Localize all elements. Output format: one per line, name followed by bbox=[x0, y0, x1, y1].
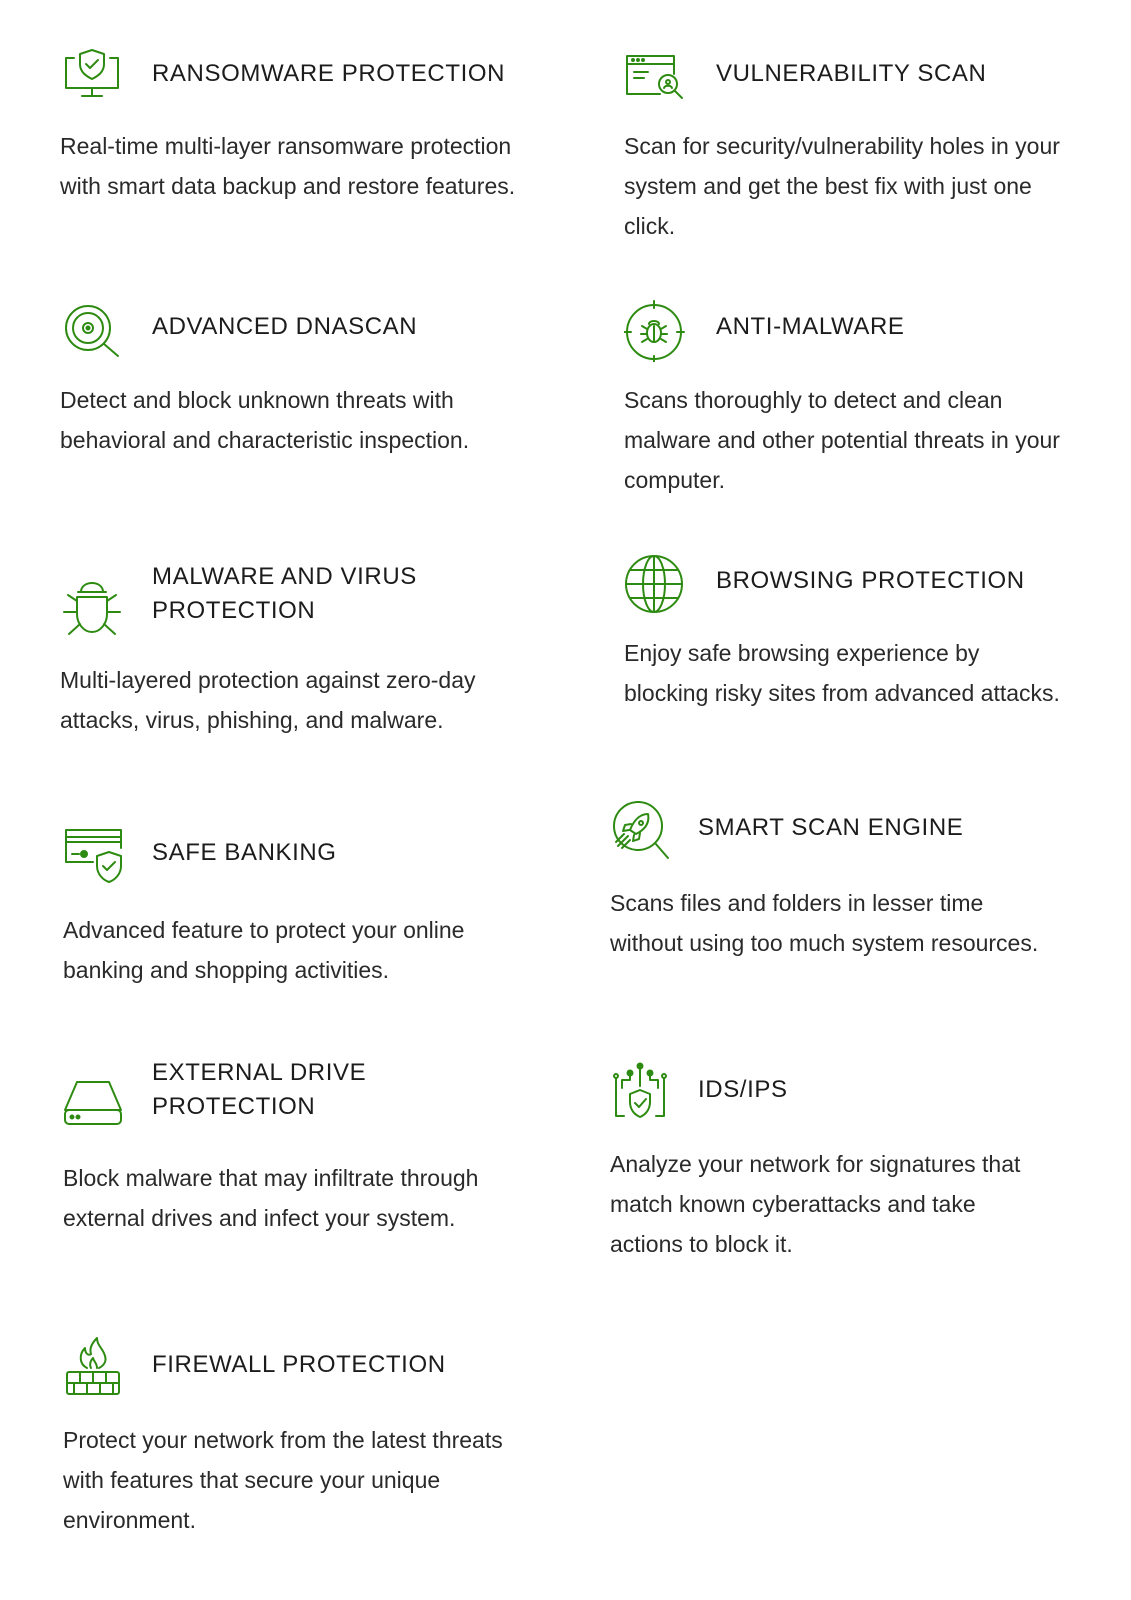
bug-target-icon bbox=[624, 298, 688, 362]
feature-title: RANSOMWARE PROTECTION bbox=[152, 60, 506, 87]
feature-description: Real-time multi-layer ransomware protection with smart data backup and restore features. bbox=[60, 133, 516, 199]
feature-description: Analyze your network for signatures that match known cyberattacks and take actions to block it. bbox=[610, 1151, 1021, 1257]
feature-title: BROWSING PROTECTION bbox=[716, 567, 1025, 594]
card-shield-icon bbox=[63, 826, 127, 890]
feature-title: IDS/IPS bbox=[698, 1076, 788, 1103]
external-drive-icon bbox=[63, 1066, 127, 1130]
feature-description: Detect and block unknown threats with behavioral and characteristic inspection. bbox=[60, 387, 470, 453]
feature-title: SMART SCAN ENGINE bbox=[698, 814, 964, 841]
feature-title: EXTERNAL DRIVE PROTECTION bbox=[152, 1059, 367, 1120]
rocket-scan-icon bbox=[610, 798, 674, 862]
feature-description: Scans files and folders in lesser time without using too much system resources. bbox=[610, 890, 1039, 956]
shield-monitor-icon bbox=[60, 44, 124, 108]
feature-description: Block malware that may infiltrate through external drives and infect your system. bbox=[63, 1165, 479, 1231]
feature-title: VULNERABILITY SCAN bbox=[716, 60, 987, 87]
feature-description: Multi-layered protection against zero-day attacks, virus, phishing, and malware. bbox=[60, 667, 476, 733]
feature-description: Protect your network from the latest threats with features that secure your unique environment. bbox=[63, 1427, 503, 1533]
bug-icon bbox=[60, 576, 124, 640]
dna-scan-icon bbox=[60, 298, 124, 362]
network-shield-icon bbox=[610, 1060, 674, 1124]
firewall-icon bbox=[63, 1336, 127, 1400]
globe-icon bbox=[624, 552, 688, 616]
feature-title: MALWARE AND VIRUS PROTECTION bbox=[152, 563, 417, 624]
feature-description: Scans thoroughly to detect and clean malware and other potential threats in your computer. bbox=[624, 387, 1060, 493]
feature-title: ADVANCED DNASCAN bbox=[152, 313, 418, 340]
feature-title: ANTI-MALWARE bbox=[716, 313, 905, 340]
feature-description: Scan for security/vulnerability holes in your system and get the best fix with just one click. bbox=[624, 133, 1060, 239]
feature-description: Advanced feature to protect your online banking and shopping activities. bbox=[63, 917, 465, 983]
feature-description: Enjoy safe browsing experience by blocking risky sites from advanced attacks. bbox=[624, 640, 1060, 706]
browser-scan-icon bbox=[624, 44, 688, 108]
feature-title: FIREWALL PROTECTION bbox=[152, 1351, 446, 1378]
feature-title: SAFE BANKING bbox=[152, 839, 337, 866]
